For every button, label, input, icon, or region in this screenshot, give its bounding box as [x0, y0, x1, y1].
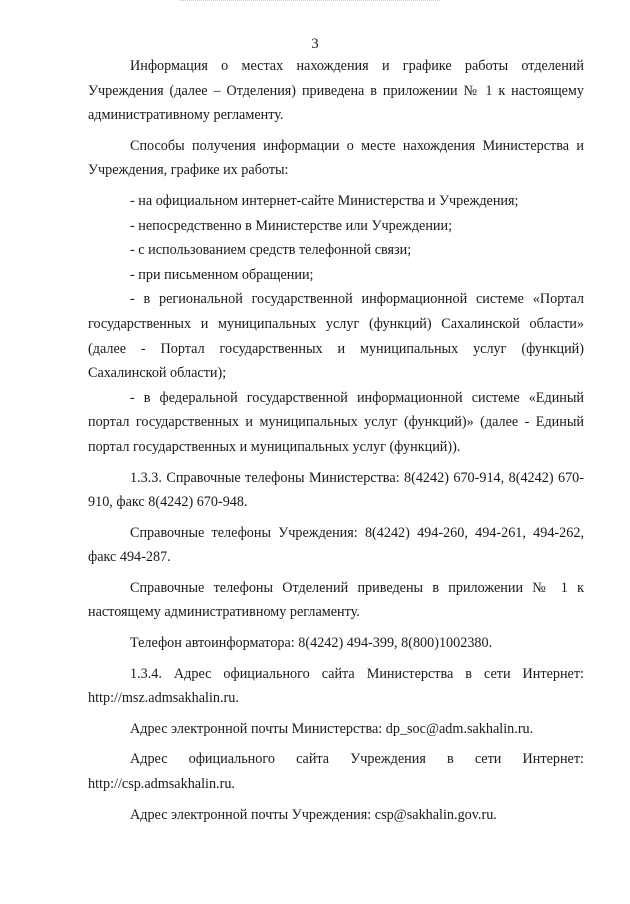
- paragraph-departments-info: Информация о местах нахождения и графике работы отделений Учреждения (далее – Отделения) приведена в приложении № 1 к настоящему административному регламенту.: [88, 58, 584, 124]
- paragraph-ministry-email: Адрес электронной почты Министерства: dp_soc@adm.sakhalin.ru.: [130, 720, 534, 737]
- paragraph-departments-phones: Справочные телефоны Отделений приведены в приложении № 1 к настоящему административному регламенту.: [88, 579, 584, 621]
- list-item-written: - при письменном обращении;: [130, 266, 314, 283]
- list-item-phone: - с использованием средств телефонной связи;: [130, 242, 412, 259]
- list-item-federal-portal: - в федеральной государственной информационной системе «Единый портал государственных и муниципальных услуг (функций)» (далее - Единый портал государственных и муниципальных услуг (функций)).: [88, 389, 584, 455]
- paragraph-institution-email: Адрес электронной почты Учреждения: csp@sakhalin.gov.ru.: [130, 806, 497, 823]
- paragraph-ministry-phones: 1.3.3. Справочные телефоны Министерства: 8(4242) 670-914, 8(4242) 670-910, факс 8(4242) 670-948.: [88, 469, 584, 511]
- list-item-regional-portal: - в региональной государственной информационной системе «Портал государственных и муниципальных услуг (функций) Сахалинской области» (далее - Портал государственных и муниципальных услуг (функций) Сахалинской области);: [88, 291, 584, 382]
- page-number: 3: [311, 36, 319, 52]
- paragraph-autoinformer-phone: Телефон автоинформатора: 8(4242) 494-399, 8(800)1002380.: [130, 635, 493, 652]
- paragraph-institution-phones: Справочные телефоны Учреждения: 8(4242) 494-260, 494-261, 494-262, факс 494-287.: [88, 524, 584, 566]
- list-item-in-person: - непосредственно в Министерстве или Учреждении;: [130, 217, 453, 234]
- list-item-website: - на официальном интернет-сайте Министерства и Учреждения;: [130, 192, 519, 209]
- paragraph-methods-intro: Способы получения информации о месте нахождения Министерства и Учреждения, графике их работы:: [88, 137, 584, 179]
- paragraph-institution-website: Адрес официального сайта Учреждения в сети Интернет: http://csp.admsakhalin.ru.: [88, 751, 584, 793]
- document-body: [88, 54, 584, 833]
- scan-artifact: [180, 0, 440, 5]
- paragraph-ministry-website: 1.3.4. Адрес официального сайта Министерства в сети Интернет: http://msz.admsakhalin.ru.: [88, 665, 584, 707]
